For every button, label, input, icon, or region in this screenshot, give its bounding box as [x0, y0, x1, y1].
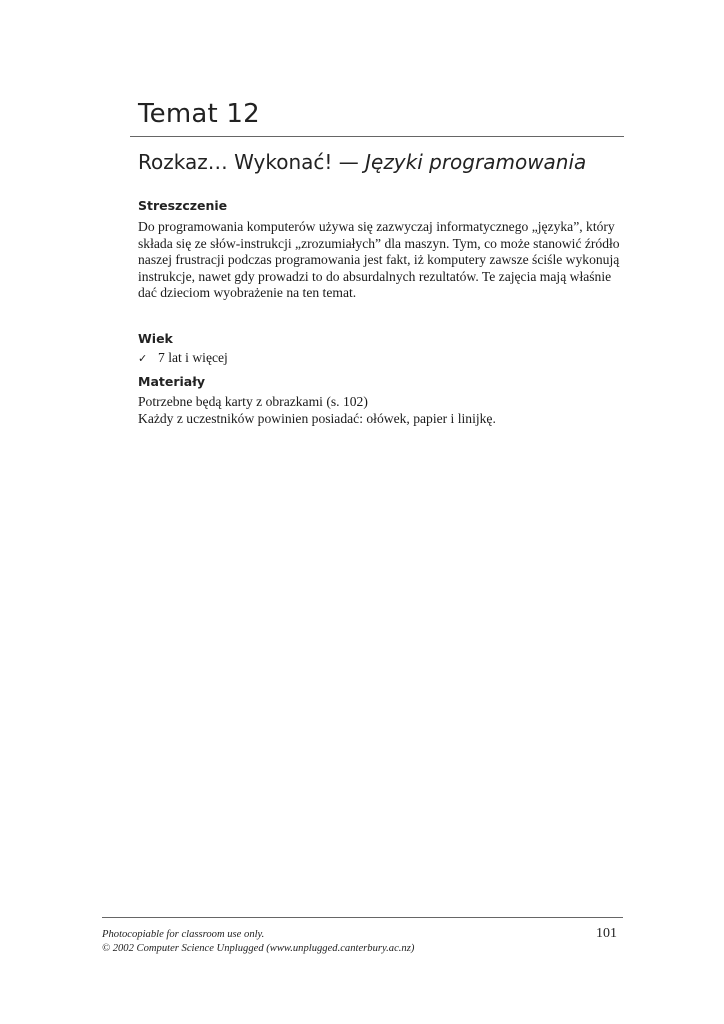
age-value: 7 lat i więcej [158, 350, 228, 365]
materials-line: Każdy z uczestników powinien posiadać: ołówek, papier i linijkę. [138, 410, 496, 426]
page-subtitle [138, 150, 586, 174]
materials-heading: Materiały [138, 374, 205, 389]
footer-copyright: © 2002 Computer Science Unplugged (www.unplugged.canterbury.ac.nz) [102, 942, 415, 954]
summary-line: dać dzieciom wyobrażenie na ten temat. [138, 285, 357, 301]
summary-line: Do programowania komputerów używa się zazwyczaj informatycznego „języka”, który [138, 219, 615, 234]
age-heading: Wiek [138, 331, 173, 346]
title-divider [130, 136, 624, 137]
footer-photocopy-note: Photocopiable for classroom use only. [102, 929, 265, 940]
page-title: Temat 12 [138, 99, 260, 129]
summary-heading: Streszczenie [138, 198, 228, 213]
materials-line: Potrzebne będą karty z obrazkami (s. 102) [138, 394, 368, 409]
summary-line: naszej frustracji podczas programowania jest fakt, iż komputery zawsze ściśle wykonują [138, 252, 620, 268]
page-number: 101 [596, 926, 617, 941]
subtitle-italic: Języki programowania [365, 150, 587, 174]
checkmark-icon: ✓ [138, 352, 148, 365]
summary-line: instrukcje, nawet gdy prowadzi to do absurdalnych rezultatów. Te zajęcia mają właśnie [138, 268, 612, 284]
subtitle-main: Rozkaz… Wykonać! — [138, 150, 366, 174]
materials-paragraph [138, 394, 496, 427]
footer-divider [102, 917, 623, 918]
age-item [138, 350, 228, 368]
summary-line: składa się ze słów-instrukcji „zrozumiałych” dla maszyn. Tym, co może stanowić źródło [138, 235, 620, 251]
footer-notice [102, 928, 414, 955]
summary-paragraph [138, 219, 623, 302]
